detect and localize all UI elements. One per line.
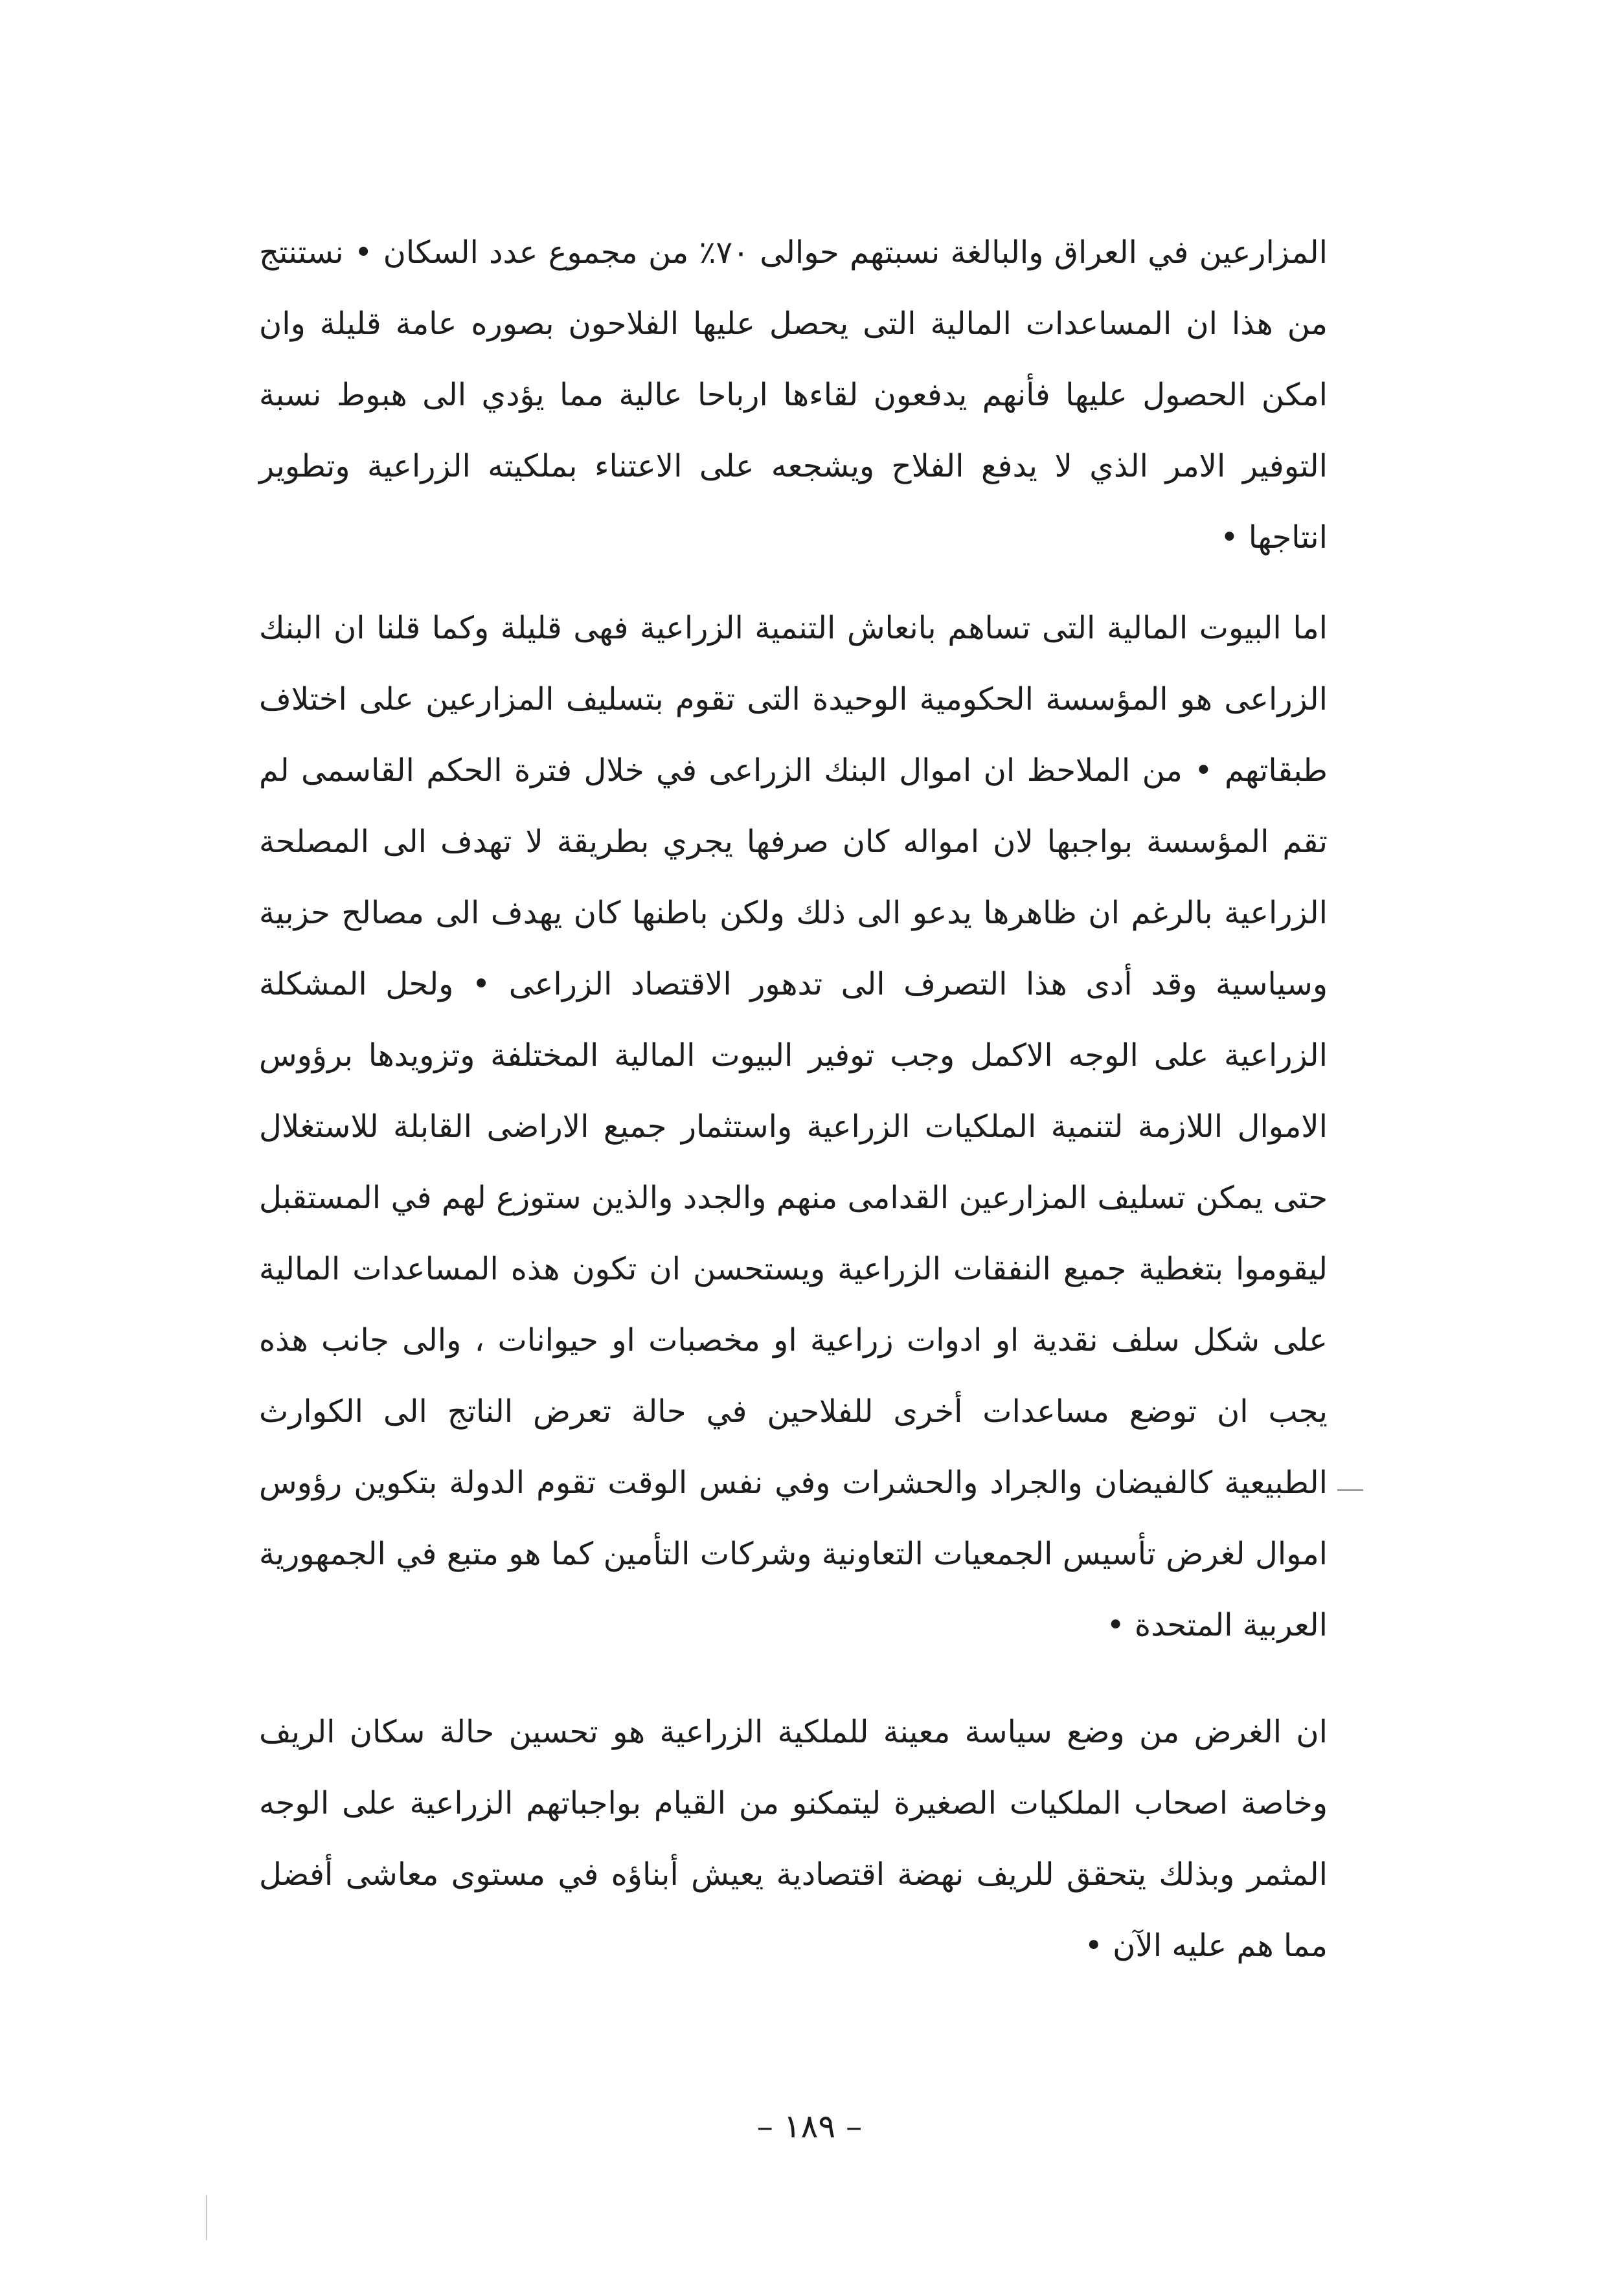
paragraph-2 [259,592,1328,1661]
paragraph-1-text: المزارعين في العراق والبالغة نسبتهم حوالى ٧٠٪ من مجموع عدد السكان • نستنتج من هذا ان المساعدات المالية التى يحصل عليها الفلاحون بصوره عامة قليلة وان امكن الحصول عليها فأنهم يدفعون لقاءها ارباحا عالية مما يؤدي الى هبوط نسبة التوفير الامر الذي لا يدفع الفلاح ويشجعه على الاعتناء بملكيته الزراعية وتطوير انتاجها • [259,234,1328,556]
paragraph-3-text: ان الغرض من وضع سياسة معينة للملكية الزراعية هو تحسين حالة سكان الريف وخاصة اصحاب الملكيات الصغيرة ليتمكنو من القيام بواجباتهم الزراعية على الوجه المثمر وبذلك يتحقق للريف نهضة اقتصادية يعيش أبناؤه في مستوى معاشى أفضل مما هم عليه الآن • [259,1714,1328,1964]
paragraph-2-text: اما البيوت المالية التى تساهم بانعاش التنمية الزراعية فهى قليلة وكما قلنا ان البنك الزراعى هو المؤسسة الحكومية الوحيدة التى تقوم بتسليف المزارعين على اختلاف طبقاتهم • من الملاحظ ان اموال البنك الزراعى في خلال فترة الحكم القاسمى لم تقم المؤسسة بواجبها لان امواله كان صرفها يجري بطريقة لا تهدف الى المصلحة الزراعية بالرغم ان ظاهرها يدعو الى ذلك ولكن باطنها كان يهدف الى مصالح حزبية وسياسية وقد أدى هذا التصرف الى تدهور الاقتصاد الزراعى • ولحل المشكلة الزراعية على الوجه الاكمل وجب توفير البيوت المالية المختلفة وتزويدها برؤوس الاموال اللازمة لتنمية الملكيات الزراعية واستثمار جميع الاراضى القابلة للاستغلال حتى يمكن تسليف المزارعين القدامى منهم والجدد والذين ستوزع لهم في المستقبل ليقوموا بتغطية جميع النفقات الزراعية ويستحسن ان تكون هذه المساعدات المالية على شكل سلف نقدية او ادوات زراعية او مخصبات او حيوانات ، والى جانب هذه يجب ان توضع مساعدات أخرى للفلاحين في حالة تعرض الناتج الى الكوارث الطبيعية كالفيضان والجراد والحشرات وفي نفس الوقت تقوم الدولة بتكوين رؤوس اموال لغرض تأسيس الجمعيات التعاونية وشركات التأمين كما هو متبع في الجمهورية العربية المتحدة • [259,610,1328,1643]
margin-scan-mark [206,2195,207,2240]
page-number: – ١٨٩ – [756,2108,863,2145]
margin-tick-mark [1337,1489,1363,1491]
paragraph-1 [259,217,1328,573]
paragraph-3 [259,1696,1328,1981]
